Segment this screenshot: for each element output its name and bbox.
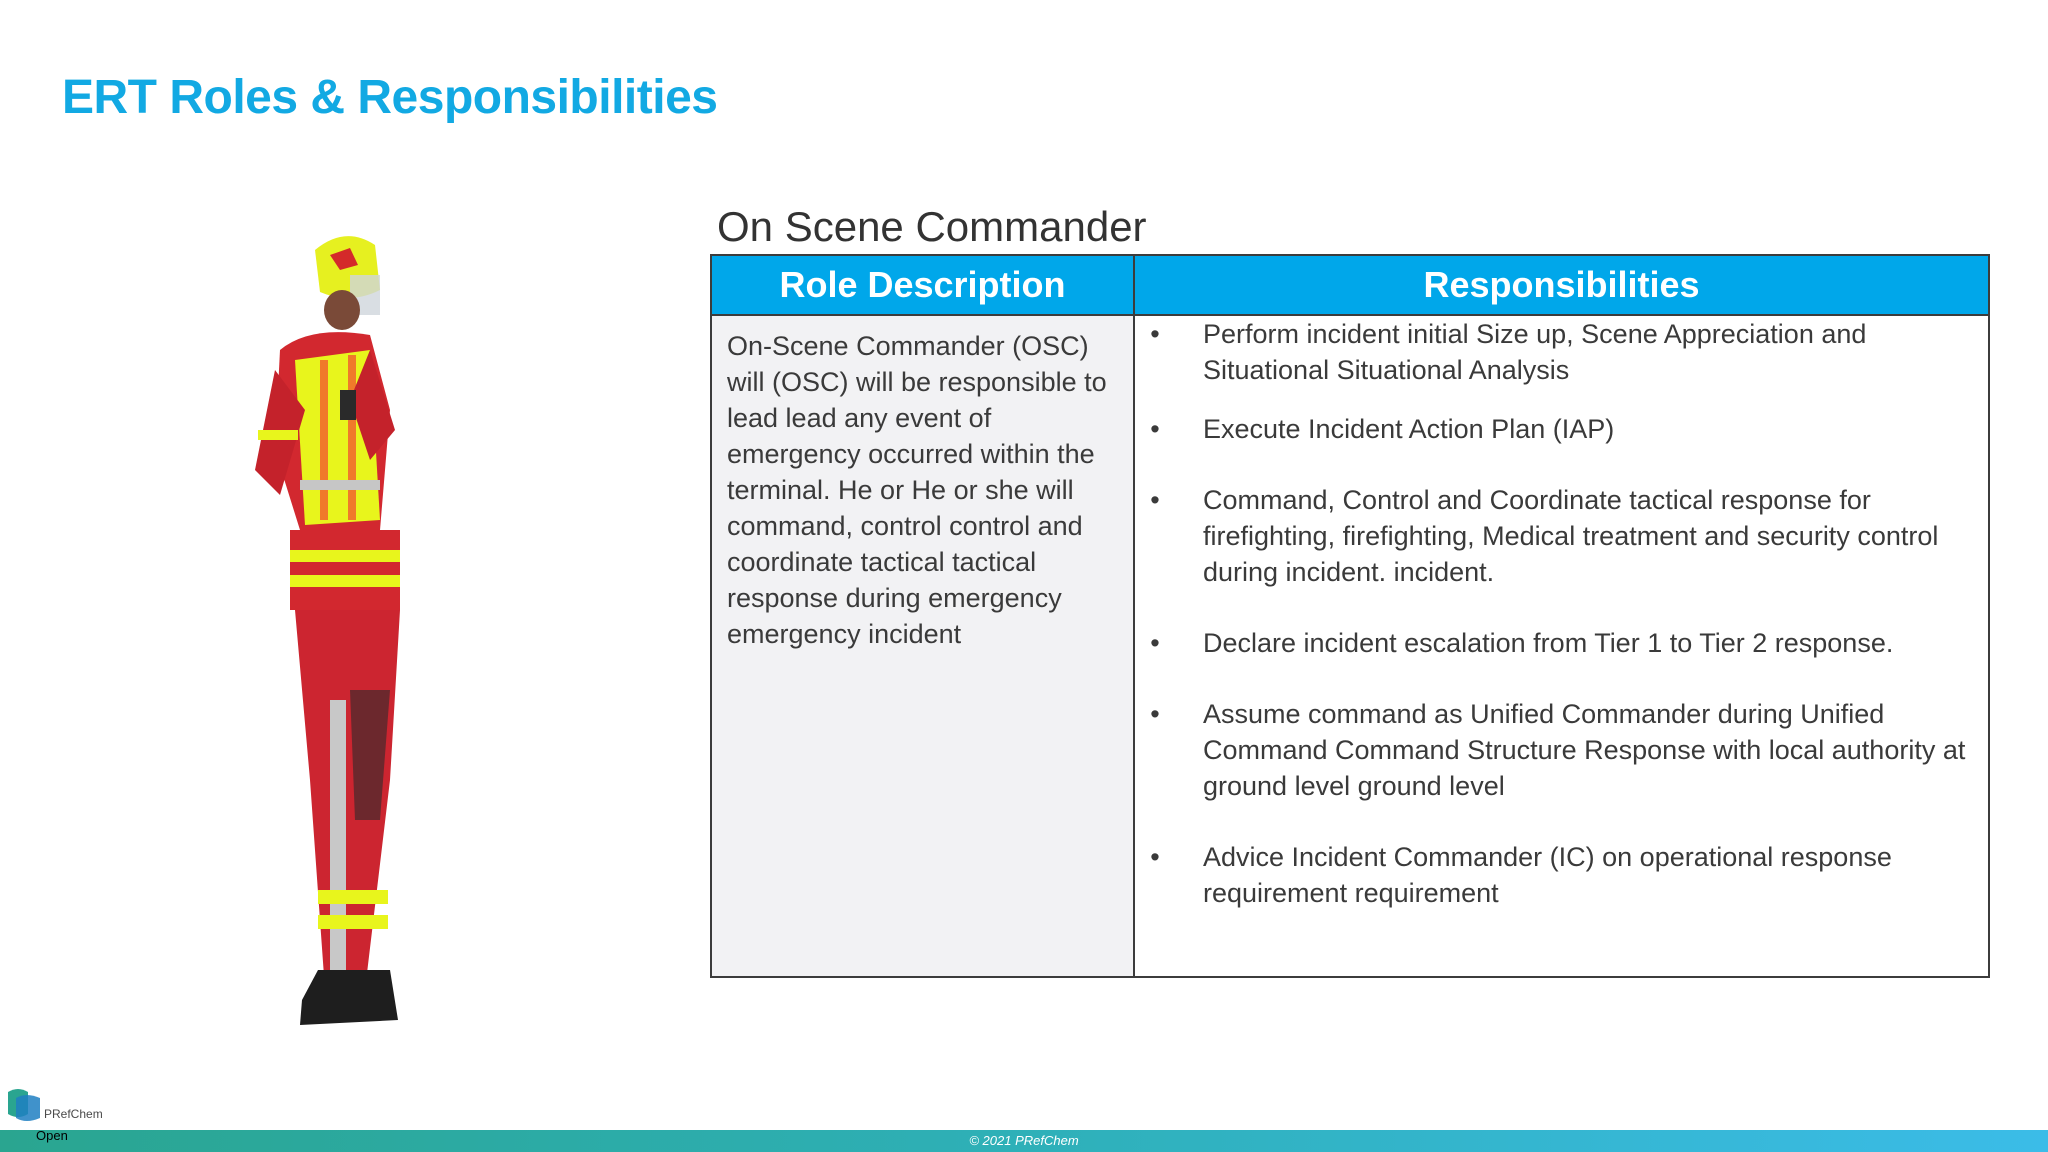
header-role-description: Role Description: [712, 256, 1135, 316]
responsibility-text: Perform incident initial Size up, Scene Appreciation and Situational Situational Analysis: [1203, 319, 1867, 385]
classification-label: Open: [36, 1128, 68, 1143]
firefighter-image: [230, 230, 490, 1030]
bullet-icon: •: [1150, 842, 1160, 872]
role-description-cell: [712, 316, 1135, 976]
role-description-text: On-Scene Commander (OSC) will (OSC) will be responsible to lead lead any event of emergency occurred within the terminal. He or He or she will command, control control and coordinate tactical tactical response during emergency emergency incident: [727, 331, 1107, 649]
responsibility-text: Advice Incident Commander (IC) on operational response requirement requirement: [1203, 842, 1892, 908]
responsibility-text: Assume command as Unified Commander during Unified Command Command Structure Response with local authority at ground level ground level: [1203, 699, 1966, 801]
bullet-icon: •: [1150, 628, 1160, 658]
responsibilities-cell: [1135, 316, 1988, 976]
copyright-text: © 2021 PRefChem: [969, 1133, 1079, 1148]
bullet-icon: •: [1150, 699, 1160, 729]
responsibility-text: Declare incident escalation from Tier 1 to Tier 2 response.: [1203, 628, 1894, 658]
list-item: [1135, 625, 1974, 661]
responsibilities-table: [710, 254, 1990, 978]
responsibility-text: Command, Control and Coordinate tactical response for firefighting, firefighting, Medical treatment and security control during incident. incident.: [1203, 485, 1939, 587]
list-item: [1135, 482, 1974, 590]
bullet-icon: •: [1150, 414, 1160, 444]
list-item: [1135, 839, 1974, 911]
list-item: [1135, 411, 1974, 447]
role-name-heading: On Scene Commander: [717, 203, 1147, 250]
bullet-icon: •: [1150, 319, 1160, 349]
bullet-icon: •: [1150, 485, 1160, 515]
list-item: [1135, 696, 1974, 804]
logo-text: PRefChem: [44, 1107, 103, 1121]
list-item: [1135, 316, 1974, 388]
slide-title: ERT Roles & Responsibilities: [62, 71, 718, 124]
responsibilities-list: [1135, 316, 1974, 911]
responsibility-text: Execute Incident Action Plan (IAP): [1203, 414, 1615, 444]
header-responsibilities: Responsibilities: [1135, 256, 1988, 316]
